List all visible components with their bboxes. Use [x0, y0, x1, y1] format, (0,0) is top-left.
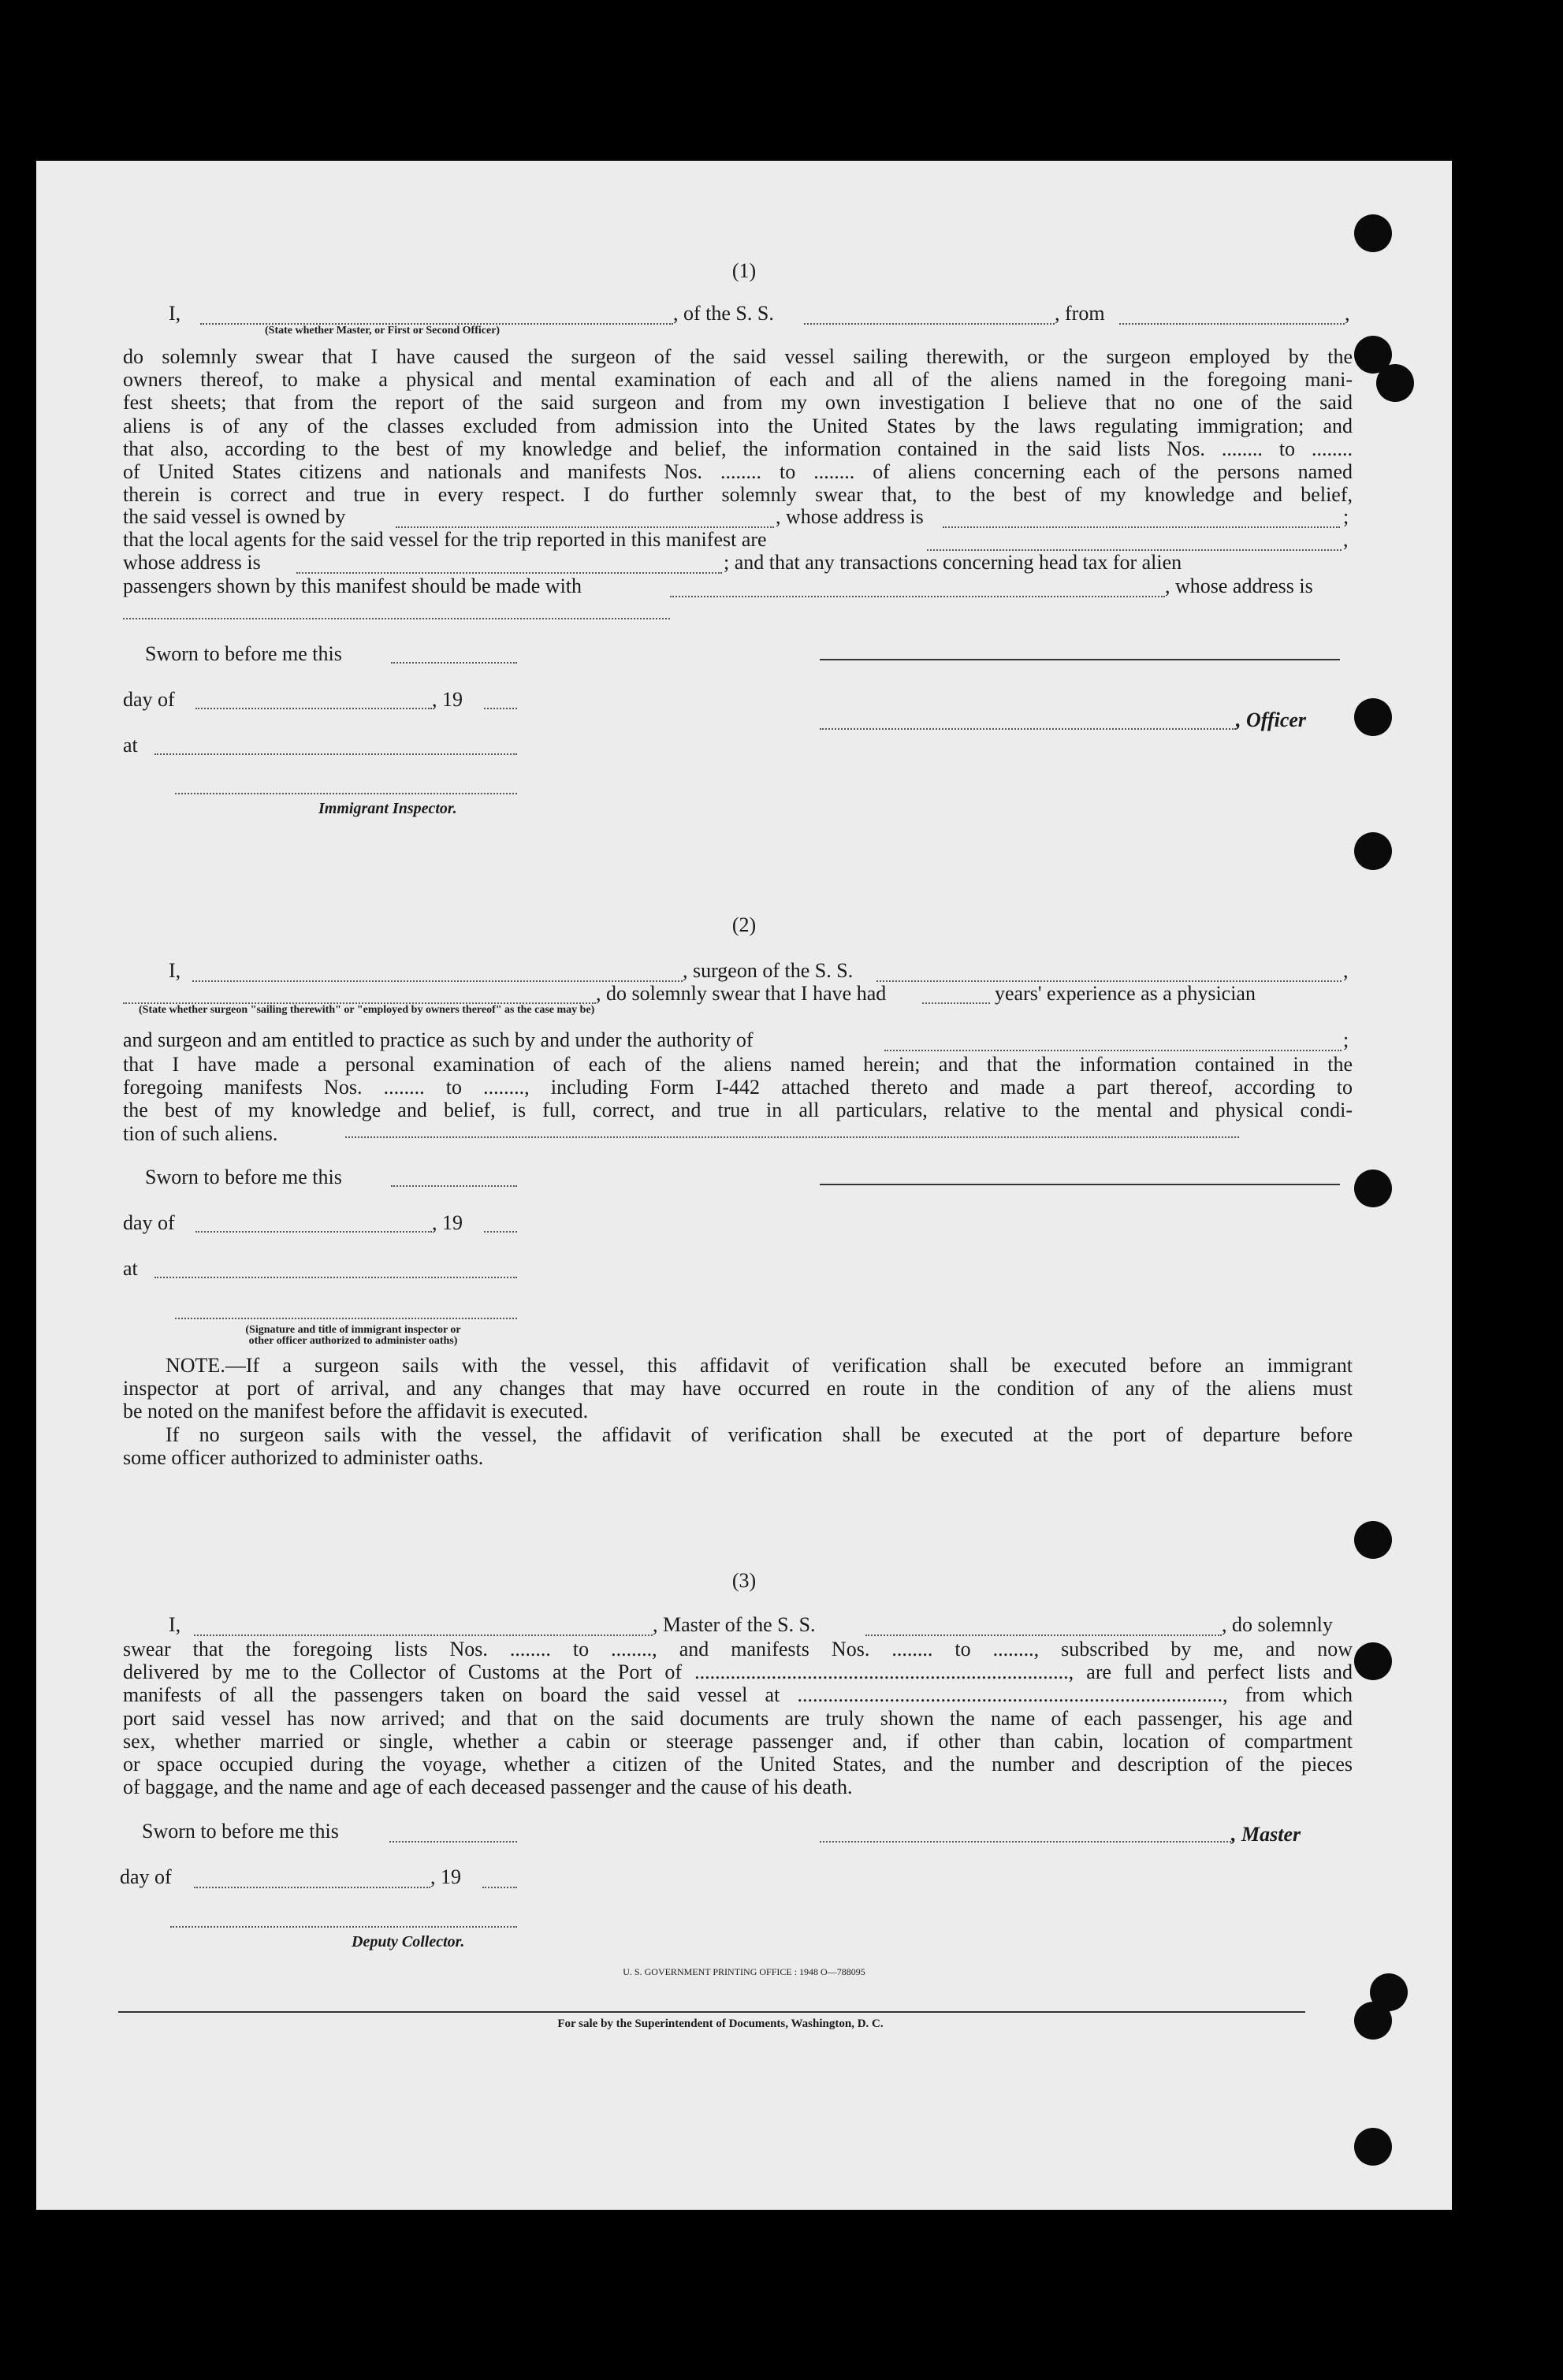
s2-years-field[interactable] — [922, 1002, 990, 1004]
s2-at-label: at — [123, 1257, 138, 1280]
s2-years-label: years' experience as a physician — [995, 982, 1256, 1005]
text-line: do solemnly swear that I have caused the surgeon of the said vessel sailing therewith, or the surgeon employed by the — [123, 345, 1353, 368]
s2-authority-field[interactable] — [884, 1050, 1342, 1051]
s1-whose-address-label: whose address is — [123, 551, 261, 574]
section-2-number: (2) — [731, 913, 757, 936]
s2-oath-text — [123, 1053, 1353, 1145]
s2-signature-hint-2: other officer authorized to administer oaths) — [248, 1335, 458, 1347]
s1-from-field[interactable] — [1119, 323, 1345, 325]
s2-sworn-day-field[interactable] — [391, 1185, 517, 1187]
s1-passengers-label: passengers shown by this manifest should be made with — [123, 575, 582, 597]
s1-officer-hint: (State whether Master, or First or Second Officer) — [265, 325, 501, 337]
punch-hole — [1354, 1170, 1392, 1207]
s1-dayof-label: day of — [123, 688, 175, 711]
s3-oath-text — [123, 1638, 1353, 1798]
s1-year-label: , 19 — [432, 688, 463, 711]
punch-hole — [1354, 832, 1392, 870]
text-line: fest sheets; that from the report of the said surgeon and from my own investigation I believe that no one of the said — [123, 391, 1353, 415]
text-line: of baggage, and the name and age of each deceased passenger and the cause of his death. — [123, 1776, 853, 1799]
text-line: delivered by me to the Collector of Customs at the Port of ........................................................................., are full and perfect lists and — [123, 1660, 1353, 1684]
s1-officer-signature-field[interactable] — [820, 728, 1236, 730]
text-line: tion of such aliens. — [123, 1121, 278, 1145]
s2-note — [123, 1354, 1353, 1469]
punch-hole — [1354, 698, 1392, 736]
s1-of-ss-label: , of the S. S. — [673, 302, 774, 325]
s3-sworn-day-field[interactable] — [389, 1841, 517, 1843]
s1-head-tax-address-field[interactable] — [123, 618, 670, 619]
s3-month-field[interactable] — [194, 1887, 430, 1888]
s2-dayof-label: day of — [123, 1211, 175, 1234]
s1-at-label: at — [123, 734, 138, 757]
s1-sworn-day-field[interactable] — [391, 662, 517, 664]
s1-agents-address-field[interactable] — [296, 572, 722, 574]
s1-inspector-label: Immigrant Inspector. — [318, 800, 457, 817]
s1-i-label: I, — [169, 302, 181, 325]
s3-vessel-field[interactable] — [865, 1634, 1222, 1636]
s2-signature-hint-1: (Signature and title of immigrant inspector or — [245, 1324, 461, 1336]
text-line: that also, according to the best of my knowledge and belief, the information contained in the said lists Nos. ........ to ........ — [123, 437, 1353, 460]
text-line: NOTE.—If a surgeon sails with the vessel, this affidavit of verification shall be executed before an immigrant — [166, 1354, 1353, 1377]
s1-head-tax-text: ; and that any transactions concerning head tax for alien — [724, 551, 1182, 574]
sale-notice: For sale by the Superintendent of Documents, Washington, D. C. — [557, 2017, 884, 2030]
text-line: owners thereof, to make a physical and mental examination of each and all of the aliens named in the foregoing mani- — [123, 368, 1353, 392]
section-3-number: (3) — [731, 1569, 757, 1592]
s1-sworn-label: Sworn to before me this — [145, 642, 342, 665]
s3-master-signature-field[interactable] — [820, 1841, 1231, 1843]
punch-hole — [1354, 1642, 1392, 1680]
text-line: swear that the foregoing lists Nos. ........ to ........, and manifests Nos. ........ to ........, subscribed by me, and now — [123, 1638, 1353, 1660]
s2-year-label: , 19 — [432, 1211, 463, 1234]
punch-hole — [1354, 2128, 1392, 2166]
text-line: that I have made a personal examination of each of the aliens named herein; and that the information contained in the — [123, 1053, 1353, 1076]
s2-surgeon-of-label: , surgeon of the S. S. — [683, 959, 854, 982]
s3-master-of-label: , Master of the S. S. — [653, 1613, 816, 1636]
s3-year-label: , 19 — [430, 1865, 461, 1888]
text-line: If no surgeon sails with the vessel, the affidavit of verification shall be executed at the port of departure before — [166, 1422, 1353, 1446]
text-line: inspector at port of arrival, and any changes that may have occurred en route in the condition of any of the aliens must — [123, 1377, 1353, 1400]
s2-swear-label: , do solemnly swear that I have had — [596, 982, 887, 1005]
text-line: therein is correct and true in every respect. I do further solemnly swear that, to the best of my knowledge and belief, — [123, 483, 1353, 507]
s1-owned-label: the said vessel is owned by — [123, 505, 346, 528]
section-1-number: (1) — [731, 259, 757, 282]
s1-signature-line[interactable] — [820, 659, 1340, 660]
s2-capacity-hint: (State whether surgeon "sailing therewith" or "employed by owners thereof" as the case may be) — [139, 1004, 595, 1016]
s3-collector-label: Deputy Collector. — [352, 1933, 465, 1950]
footer-rule — [118, 2011, 1305, 2013]
text-line: the best of my knowledge and belief, is full, correct, and true in all particulars, relative to the mental and physical condi- — [123, 1099, 1353, 1122]
s2-oath-end-field[interactable] — [345, 1136, 1239, 1138]
punch-hole — [1376, 364, 1414, 402]
s2-official-signature-field[interactable] — [175, 1318, 517, 1319]
s1-agents-label: that the local agents for the said vessel for the trip reported in this manifest are — [123, 528, 767, 551]
s1-month-field[interactable] — [195, 708, 432, 709]
s1-year-field[interactable] — [484, 708, 517, 709]
text-line: or space occupied during the voyage, whether a citizen of the United States, and the number and description of the pieces — [123, 1753, 1353, 1776]
s1-oath-text — [123, 345, 1353, 506]
s3-year-field[interactable] — [482, 1887, 517, 1888]
s1-vessel-field[interactable] — [804, 323, 1055, 325]
s3-master-field[interactable] — [194, 1634, 653, 1636]
punch-hole — [1354, 1521, 1392, 1559]
s1-officer-label: , Officer — [1236, 708, 1307, 731]
s2-year-field[interactable] — [484, 1231, 517, 1233]
s2-i-label: I, — [169, 959, 181, 982]
s2-signature-line[interactable] — [820, 1184, 1340, 1185]
s3-solemnly-label: , do solemnly — [1222, 1613, 1333, 1636]
punch-hole — [1354, 214, 1392, 252]
text-line: foregoing manifests Nos. ........ to ........, including Form I-442 attached thereto and made a part thereof, according to — [123, 1076, 1353, 1099]
s1-owner-address-label: , whose address is — [776, 505, 924, 528]
s3-i-label: I, — [169, 1613, 181, 1636]
s2-month-field[interactable] — [195, 1231, 432, 1233]
s1-owner-address-field[interactable] — [943, 526, 1340, 528]
text-line: manifests of all the passengers taken on board the said vessel at ..................................................................................., from which — [123, 1683, 1353, 1707]
s2-at-field[interactable] — [154, 1277, 517, 1278]
s1-at-field[interactable] — [154, 753, 517, 755]
text-line: of United States citizens and nationals and manifests Nos. ........ to ........ of aliens concerning each of the persons named — [123, 460, 1353, 484]
s3-master-label: , Master — [1231, 1823, 1301, 1846]
s1-head-tax-party-field[interactable] — [670, 596, 1165, 597]
form-page: (1) I, , of the S. S. , from , (State whether Master, or First or Second Officer) do solemnly swear that I have caused the surgeon of the said vessel sailing therewith, or the surgeon employed by the owners thereof, to make a physical and mental examination of each and all of the aliens named in the foregoing mani- fest sheets; that from the report of the said surgeon and from my own investigation I believe that no one of the said aliens is of any of the classes excluded from admission into the United States by the laws regulating immigration; and that also, according to the best of my knowledge and belief, the information contained in the said lists Nos. ........ to ........ of United States citizens and nationals and manifests Nos. ........ to ........ of aliens concerning each of the persons named therein is correct and true in every respect. I do further solemnly swear that, to the best of my knowledge and belief, the said vessel is owned by , whose address is ; that the local agents for the said vessel for the trip reported in this manifest are , whose address is ; and that any transactions concerning head tax for alien passengers shown by this manifest should be made with , whose address is Sworn to before me this day of , 19 , Officer at Immigrant Inspector. (2) I, , surgeon of the S. S. , , do solemnly swear that I have had years' experience as a physician (State whether surgeon "sailing therewith" or "employed by owners thereof" as the case may be) and surgeon and am entitled to practice as such by and under the authority of ; that I have made a personal examination of each of the aliens named herein; and that the information contained in the foregoing manifests Nos. ........ to ........, including Form I-442 attached thereto and made a part thereof, according to the best of my knowledge and belief, is full, correct, and true in all particulars, relative to the mental and physical condi- tion of such aliens. Sworn to before me this day of , 19 at (Signature and title of immigrant inspector or other officer authorized to administer oaths) NOTE.—If a surgeon sails with the vessel, this affidavit of verification shall be executed before an immigrant inspector at port of arrival, and any changes that may have occurred en route in the condition of any of the aliens must be noted on the manifest before the affidavit is executed. If no surgeon sails with the vessel, the affidavit of verification shall be executed at the port of departure before some officer authorized to administer oaths. (3) I, , Master of the S. S. , do solemnly swear that the foregoing lists Nos. ........ to ........, and manifests Nos. ........ to ........, subscribed by me, and now delivered by me to the Collector of Customs at the Port of ........................................................................., are full and perfect lists and manifests of all the passengers taken on board the said vessel at ..................................................................................., from which port said vessel has now arrived; and that on the said documents are truly shown the name of each passenger, his age and sex, whether married or single, whether a cabin or steerage passenger and, if other than cabin, location of compartment or space occupied during the voyage, whether a citizen of the United States, and the number and description of the pieces of baggage, and the name and age of each deceased passenger and the cause of his death. Sworn to before me this , Master day of , 19 Deputy Collector. U. S. GOVERNMENT PRINTING OFFICE : 1948 O—788095 For sale by the Superintendent of Documents, Washington, D. C. — [36, 161, 1452, 2210]
s2-sworn-label: Sworn to before me this — [145, 1166, 342, 1188]
text-line: some officer authorized to administer oaths. — [123, 1445, 484, 1469]
s1-head-tax-address-label: , whose address is — [1165, 575, 1313, 597]
text-line: port said vessel has now arrived; and that on the said documents are truly shown the name of each passenger, his age and — [123, 1706, 1353, 1730]
s3-collector-signature-field[interactable] — [170, 1926, 517, 1928]
s2-authority-label: and surgeon and am entitled to practice as such by and under the authority of — [123, 1028, 754, 1051]
s3-sworn-label: Sworn to before me this — [142, 1820, 339, 1843]
text-line: sex, whether married or single, whether a cabin or steerage passenger and, if other than cabin, location of compartment — [123, 1729, 1353, 1753]
s3-dayof-label: day of — [120, 1865, 172, 1888]
text-line: aliens is of any of the classes excluded from admission into the United States by the laws regulating immigration; and — [123, 414, 1353, 437]
s1-inspector-signature-field[interactable] — [175, 793, 517, 794]
gpo-imprint: U. S. GOVERNMENT PRINTING OFFICE : 1948 O—788095 — [623, 1966, 865, 1977]
s1-from-label: , from — [1055, 302, 1105, 325]
text-line: be noted on the manifest before the affidavit is executed. — [123, 1400, 589, 1423]
